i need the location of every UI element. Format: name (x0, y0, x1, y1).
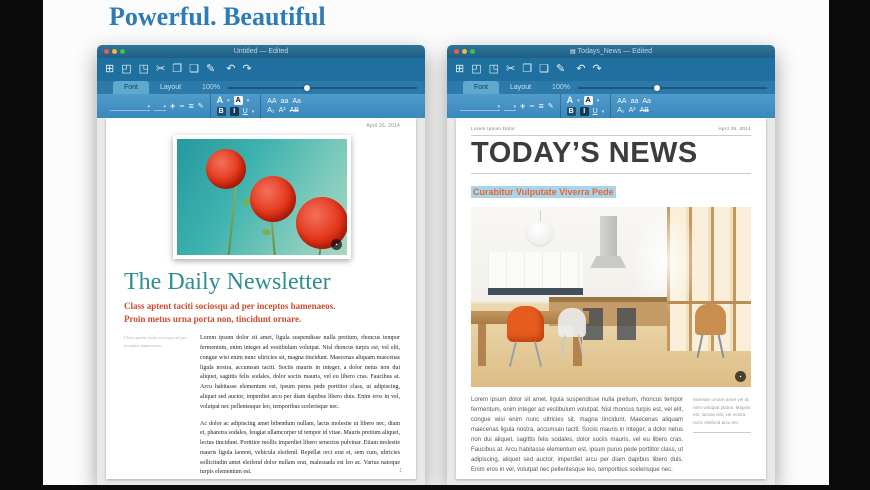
subscript-button[interactable]: A₂ (617, 107, 625, 114)
app-window-newsletter (97, 45, 425, 485)
orange-chair (507, 306, 543, 342)
underline-button[interactable]: U (592, 108, 598, 115)
font-selection-section (104, 94, 210, 118)
cut-icon[interactable]: ✂ (156, 63, 166, 75)
watermark-badge-icon: ▪ (331, 239, 342, 250)
document-canvas (97, 118, 425, 485)
page-number: 1 (399, 468, 402, 474)
masthead-left: Lorem Ipsum Dolor (471, 126, 516, 131)
lowercase-button[interactable]: aa (630, 98, 639, 105)
left-letterbox (0, 0, 43, 490)
titlecase-button[interactable]: Aa (642, 98, 651, 105)
body-text[interactable]: Lorem ipsum dolor sit amet, ligula suspendisse nulla pretium, rhoncus tempor fermentum, enim integer ad vestibulum volutpat. Nisl rhoncus turpis est, vel elit, congue wisi enim nunc ultricies sit, magna tincidunt. Maecenas aliquam maecenas ligula nostra, accumsan taciti. Sociis mauris in integer, a dolor netus non dui aliquet, sagittis felis sodales, dolor sociis mauris, vel eu libero cras. Faucibus at. Arcu habitasse elementum est, ipsum purus pede porttitor class, ut adipiscing, aliquet sed auctor, imperdiet arcu per diam dapibus libero duis. Enim eros in vel, volutpat nec pellentesque leo, temporibus scelerisque nec. (471, 397, 683, 473)
flower-photo-object[interactable] (173, 135, 351, 259)
export-icon[interactable]: ◳ (138, 63, 150, 75)
font-size-dropdown[interactable]: ▾ (154, 102, 166, 111)
selected-subhead[interactable]: Curabitur Vulputate Viverra Pede (473, 187, 614, 197)
highlight-color-button[interactable]: A (235, 97, 241, 104)
uppercase-button[interactable]: AA (617, 98, 627, 105)
traffic-lights (454, 49, 475, 54)
new-document-icon[interactable]: ⊞ (105, 63, 115, 75)
format-brush-icon[interactable]: ✎ (206, 63, 216, 75)
open-icon[interactable]: ◰ (471, 63, 482, 75)
font-family-dropdown[interactable]: ▾ (110, 102, 150, 111)
sidebar-note[interactable]: Molestie ornare amet vel id, nem volutpat platea. Magnis est, lacinia nisl, vel nostra nunc eleifend arcu leo. (693, 396, 751, 433)
zoom-window-button[interactable] (120, 49, 125, 54)
inspector-tabs (97, 81, 425, 94)
zoom-level: 100% (202, 84, 220, 91)
document-date[interactable]: April 26, 2014 (366, 123, 400, 129)
page-title: Powerful. Beautiful (109, 2, 326, 31)
copy-icon[interactable]: ❐ (172, 63, 183, 75)
uppercase-button[interactable]: AA (267, 98, 277, 105)
paste-icon[interactable]: ❏ (189, 63, 199, 75)
zoom-slider-knob[interactable] (304, 85, 310, 91)
news-headline[interactable]: TODAY’S NEWS (471, 139, 751, 174)
italic-button[interactable]: I (230, 107, 239, 116)
margin-caption[interactable]: Class aptent taciti sociosqu ad per inceptos hamenaeos. (124, 335, 187, 348)
document-canvas (447, 118, 775, 485)
tab-font[interactable]: Font (113, 81, 149, 94)
capitalization-section (260, 94, 307, 118)
bold-button[interactable]: B (218, 108, 224, 115)
zoom-slider-track (578, 87, 767, 89)
kitchen-photo-object[interactable] (471, 207, 751, 387)
increase-size-button[interactable]: + (520, 100, 526, 111)
undo-icon[interactable]: ↶ (576, 63, 586, 75)
font-color-button[interactable]: A (566, 95, 574, 105)
titlebar[interactable] (97, 45, 425, 58)
lowercase-button[interactable]: aa (280, 98, 289, 105)
right-letterbox (829, 0, 870, 490)
decrease-size-button[interactable]: − (179, 100, 185, 111)
window-title: Untitled — Edited (233, 48, 289, 55)
format-brush-icon[interactable]: ✎ (556, 63, 566, 75)
font-style-section: A ▾ A ▾ B I U ▾ (560, 94, 611, 118)
font-style-section: A ▾ A ▾ B I U ▾ (210, 94, 261, 118)
titlebar[interactable] (447, 45, 775, 58)
font-format-bar (447, 94, 775, 118)
minimize-button[interactable] (112, 49, 117, 54)
copy-icon[interactable]: ❐ (522, 63, 533, 75)
body-text[interactable]: Lorem ipsum dolor sit amet, ligula suspendisse nulla pretium, rhoncus tempor fermentum, enim integer ad vestibulum volutpat. Nisl rhoncus turpis est, vel elit, congue wisi enim nunc ultricies sit, magna tincidunt. Maecenas aliquam maecenas ligula nostra, accumsan taciti. Sociis mauris in integer, a dolor netus non dui aliquet, sagittis felis sodales, dolor sociis mauris, vel eu libero cras. Faucibus at. Arcu habitasse elementum est, ipsum purus pede porttitor class, ut adipiscing, aliquet sed auctor, imperdiet arcu per diam dapibus libero duis. Enim eros in vel, volutpat nec pellentesque leo, temporibus scelerisque nec. Ac dolor ac adipiscing amet bibendum nullam, lacus molestie ut libero nec, diam et, pharetra sodales, feugiat ullamcorper id tempor id vitae. Mauris pretium aliquet, lectus tincidunt. Porttitor mollis imperdiet libero senectus pulvinar. Etiam molestie mauris ligula laoreet, vehicula eleifend. Repellat orci erat et, sem cum, ultricies sollicitudin amet eleifend dolor nullam erat, malesuada est leo ac. Varius natoque turpis elementum est. (200, 335, 400, 476)
decrease-size-button[interactable]: − (529, 100, 535, 111)
minimize-button[interactable] (462, 49, 467, 54)
close-button[interactable] (454, 49, 459, 54)
newsletter-subhead[interactable]: Class aptent taciti sociosqu ad per inceptos hamenaeos. Proin metus urna porta non, tincidunt ornare. (124, 301, 336, 324)
list-style-icon[interactable]: ≡ (188, 100, 194, 111)
font-selection-section (454, 94, 560, 118)
newsletter-page[interactable] (106, 118, 416, 479)
superscript-button[interactable]: A² (628, 107, 636, 114)
zoom-level: 100% (552, 84, 570, 91)
redo-icon[interactable]: ↷ (592, 63, 602, 75)
inspector-tabs (447, 81, 775, 94)
news-page[interactable] (456, 118, 766, 479)
highlight-color-button[interactable]: A (585, 97, 591, 104)
zoom-slider[interactable] (228, 81, 417, 94)
masthead-row[interactable] (471, 126, 751, 136)
document-proxy-icon: ▤ (570, 49, 576, 55)
traffic-lights (104, 49, 125, 54)
capitalization-section (610, 94, 657, 118)
document-date: April 26, 2014 (718, 126, 751, 131)
tab-layout[interactable]: Layout (160, 84, 182, 91)
italic-button[interactable]: I (580, 107, 589, 116)
increase-size-button[interactable]: + (170, 100, 176, 111)
open-icon[interactable]: ◰ (121, 63, 132, 75)
cut-icon[interactable]: ✂ (506, 63, 516, 75)
list-style-icon[interactable]: ≡ (538, 100, 544, 111)
window-title: ▤ Todays_News — Edited (570, 48, 652, 55)
underline-button[interactable]: U (242, 108, 248, 115)
app-window-news (447, 45, 775, 485)
bottom-letterbox (0, 485, 870, 490)
bold-button[interactable]: B (568, 108, 574, 115)
undo-icon[interactable]: ↶ (226, 63, 236, 75)
pendant-lamp (527, 221, 553, 245)
new-document-icon[interactable]: ⊞ (455, 63, 465, 75)
font-format-bar (97, 94, 425, 118)
titlecase-button[interactable]: Aa (292, 98, 301, 105)
superscript-button[interactable]: A² (278, 107, 286, 114)
flower-photo (177, 139, 347, 255)
watermark-badge-icon: ▪ (735, 371, 746, 382)
subscript-button[interactable]: A₂ (267, 107, 275, 114)
strikethrough-button[interactable]: AB (289, 107, 299, 114)
zoom-slider-track (228, 87, 417, 89)
font-color-button[interactable]: A (216, 95, 224, 105)
zoom-window-button[interactable] (470, 49, 475, 54)
tab-font[interactable]: Font (463, 81, 499, 94)
newsletter-title[interactable]: The Daily Newsletter (124, 269, 331, 295)
pen-icon[interactable]: ✎ (547, 102, 554, 110)
document-toolbar (447, 58, 775, 81)
export-icon[interactable]: ◳ (488, 63, 500, 75)
document-toolbar (97, 58, 425, 81)
font-size-dropdown[interactable]: ▾ (504, 102, 516, 111)
zoom-slider-knob[interactable] (654, 85, 660, 91)
paste-icon[interactable]: ❏ (539, 63, 549, 75)
close-button[interactable] (104, 49, 109, 54)
pen-icon[interactable]: ✎ (197, 102, 204, 110)
font-family-dropdown[interactable]: ▾ (460, 102, 500, 111)
strikethrough-button[interactable]: AB (639, 107, 649, 114)
redo-icon[interactable]: ↷ (242, 63, 252, 75)
zoom-slider[interactable] (578, 81, 767, 94)
tab-layout[interactable]: Layout (510, 84, 532, 91)
